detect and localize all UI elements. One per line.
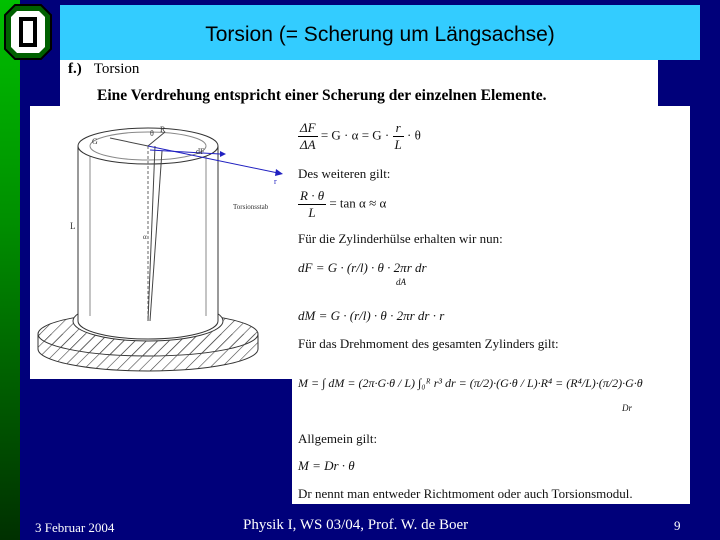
label-torsionsstab: Torsionsstab: [233, 203, 269, 211]
formula-panel: [292, 106, 690, 504]
equation-1: $\frac{\Delta F}{\Delta A}$ = G · α = G · $\frac{r}{L}$ · θ: [300, 120, 421, 152]
label-dF: dF: [196, 147, 205, 156]
label-L: L: [70, 221, 76, 231]
text-richtmoment: Dr nennt man entweder Richtmoment oder auch Torsionsmodul.: [298, 486, 633, 501]
label-theta: θ: [150, 129, 154, 138]
university-logo: [3, 3, 53, 61]
page-number: 9: [674, 518, 681, 533]
label-r: r: [274, 177, 277, 186]
text-drehmoment: Für das Drehmoment des gesamten Zylinders gilt:: [298, 336, 559, 351]
heading-panel: [60, 60, 658, 106]
footer-date: 3 Februar 2004: [35, 520, 115, 535]
text-zylinderhuelse: Für die Zylinderhülse erhalten wir nun:: [298, 231, 503, 246]
section-number: f.): [68, 61, 82, 77]
section-title: Torsion: [93, 61, 140, 77]
text-des-weiteren: Des weiteren gilt:: [298, 166, 391, 181]
cylinder-drawing: [30, 106, 292, 379]
equation-2: $\frac{R \cdot \theta}{L}$ = tan α ≈ α: [300, 188, 387, 220]
equation-3-underbrace-label: dA: [396, 277, 406, 287]
cylinder-figure: [30, 106, 292, 379]
equation-4: dM = G · (r/l) · θ · 2πr dr · r: [298, 308, 445, 323]
label-R: R: [160, 125, 166, 134]
slide-title: Torsion (= Scherung um Längsachse): [205, 23, 555, 46]
side-bar: [0, 0, 20, 540]
footer-course: Physik I, WS 03/04, Prof. W. de Boer: [243, 517, 469, 533]
equation-3: dF = G · (r/l) · θ · 2πr dr: [298, 260, 427, 275]
slide-subtitle: Eine Verdrehung entspricht einer Scherung der einzelnen Elemente.: [97, 87, 547, 104]
title-bar: [60, 5, 700, 60]
equation-6: M = Dr · θ: [298, 458, 355, 473]
text-allgemein: Allgemein gilt:: [298, 431, 378, 446]
label-alpha: α: [143, 233, 147, 241]
label-G: G: [92, 137, 98, 146]
equation-5-underbrace-label: Dr: [622, 403, 633, 413]
equation-5: M = ∫ dM = (2π·G·θ / L) ∫₀ᴿ r³ dr = (π/2)·(G·θ / L)·R⁴ = (R⁴/L)·(π/2)·G·θ: [298, 376, 643, 390]
